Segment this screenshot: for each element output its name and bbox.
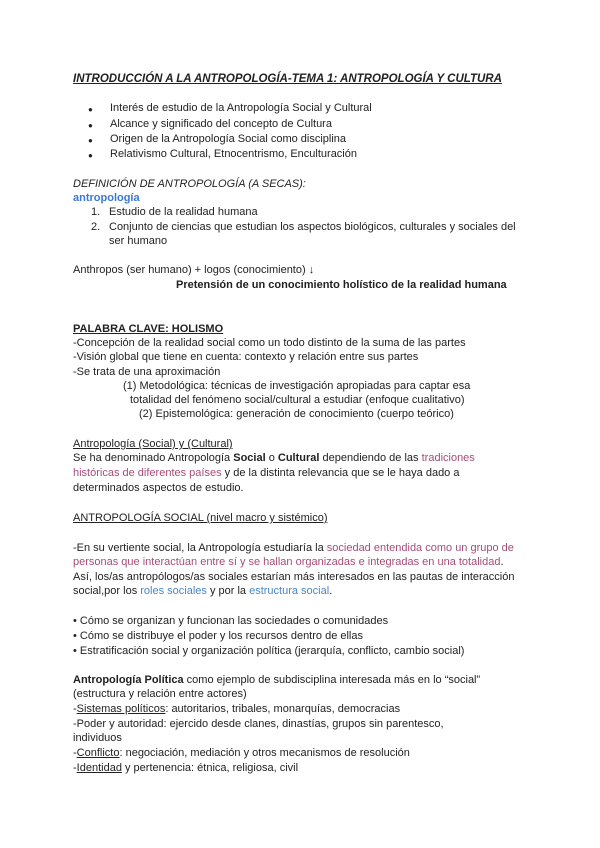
text-span: Identidad [76, 762, 122, 774]
text-span: . [329, 585, 333, 597]
politica-line [73, 747, 410, 760]
social-cultural-line [73, 452, 475, 465]
politica-line [73, 762, 298, 775]
politica-line: -Poder y autoridad: ejercido desde clanes, dinastías, grupos sin parentesco, [73, 718, 444, 730]
definition-item: Conjunto de ciencias que estudian los aspectos biológicos, culturales y sociales del [109, 221, 516, 233]
text-span: o [265, 452, 278, 464]
text-span: : autoritarios, tribales, monarquías, democracias [165, 703, 401, 715]
text-span: Cultural [277, 452, 320, 464]
politica-line: (estructura y relación entre actores) [73, 688, 247, 700]
pretension-line: Pretensión de un conocimiento holístico de la realidad humana [176, 279, 507, 291]
holismo-line: -Se trata de una aproximación [73, 366, 221, 378]
highlight-span: históricas de diferentes países [73, 467, 222, 479]
definition-item: Estudio de la realidad humana [109, 206, 258, 218]
approach-methodological-cont: totalidad del fenómeno social/cultural a estudiar (enfoque cualitativo) [130, 394, 465, 406]
text-span: - [73, 703, 77, 715]
text-span: : negociación, mediación y otros mecanismos de resolución [119, 747, 410, 759]
highlight-span: roles sociales [140, 585, 207, 597]
antrop-social-line [73, 585, 332, 598]
antrop-social-line [73, 542, 514, 555]
text-span: dependiendo de las [319, 452, 422, 464]
social-cultural-line [73, 467, 459, 480]
highlight-span: estructura social [249, 585, 330, 597]
social-bullet: • Cómo se organizan y funcionan las sociedades o comunidades [73, 615, 389, 627]
politica-line [73, 674, 480, 687]
holismo-heading: PALABRA CLAVE: HOLISMO [73, 323, 224, 335]
text-span: Conflicto [76, 747, 120, 759]
text-span: Social [233, 452, 266, 464]
highlight-span: tradiciones [421, 452, 475, 464]
definition-heading: DEFINICIÓN DE ANTROPOLOGÍA (A SECAS): [73, 178, 306, 190]
politica-line: individuos [73, 732, 122, 744]
text-span: . [500, 556, 504, 568]
holismo-line: -Visión global que tiene en cuenta: contexto y relación entre sus partes [73, 351, 419, 363]
approach-methodological: (1) Metodológica: técnicas de investigación apropiadas para captar esa [123, 380, 471, 392]
text-span: social,por los [73, 585, 141, 597]
social-cultural-heading: Antropología (Social) y (Cultural) [73, 438, 233, 450]
topic-item: ● Interés de estudio de la Antropología Social y Cultural [110, 102, 372, 115]
text-span: y por la [206, 585, 250, 597]
definition-num: 1. [91, 206, 101, 218]
topic-item: ● Alcance y significado del concepto de Cultura [110, 118, 332, 131]
social-bullet: • Cómo se distribuye el poder y los recursos dentro de ellas [73, 630, 363, 642]
social-bullet: • Estratificación social y organización política (jerarquía, conflicto, cambio social) [73, 645, 465, 657]
approach-epistemological: (2) Epistemológica: generación de conocimiento (cuerpo teórico) [139, 408, 454, 420]
text-span: Sistemas políticos [76, 703, 166, 715]
antrop-social-line: Así, los/as antropólogos/as sociales estarían más interesados en las pautas de interacción [73, 571, 515, 583]
text-span: como ejemplo de subdisciplina interesada más en lo “social” [183, 674, 481, 686]
text-span: -En su vertiente social, la Antropología estudiaría la [73, 542, 327, 554]
text-span: y pertenencia: étnica, religiosa, civil [121, 762, 299, 774]
definition-item-cont: ser humano [109, 235, 168, 247]
antrop-social-line [73, 556, 504, 569]
text-span: - [73, 762, 77, 774]
document-title: INTRODUCCIÓN A LA ANTROPOLOGÍA-TEMA 1: ANTROPOLOGÍA Y CULTURA [73, 73, 502, 85]
social-cultural-line: determinados aspectos de estudio. [73, 482, 244, 494]
text-span: - [73, 747, 77, 759]
text-span: y de la distinta relevancia que se le haya dado a [221, 467, 460, 479]
definition-num: 2. [91, 221, 101, 233]
etymology-line: Anthropos (ser humano) + logos (conocimiento) ↓ [73, 264, 315, 276]
text-span: Antropología Política [73, 674, 184, 686]
text-span: Se ha denominado Antropología [73, 452, 234, 464]
antrop-social-heading: ANTROPOLOGÍA SOCIAL (nivel macro y sistémico) [73, 512, 328, 524]
highlight-span: sociedad entendida como un grupo de [326, 542, 514, 554]
highlight-span: personas que interactúan entre sí y se hallan organizadas e integradas en una totalidad [73, 556, 501, 568]
holismo-line: -Concepción de la realidad social como un todo distinto de la suma de las partes [73, 337, 466, 349]
definition-term: antropología [73, 192, 140, 204]
topic-item: ● Relativismo Cultural, Etnocentrismo, Enculturación [110, 148, 357, 161]
topic-item: ● Origen de la Antropología Social como disciplina [110, 133, 346, 146]
politica-line [73, 703, 400, 716]
